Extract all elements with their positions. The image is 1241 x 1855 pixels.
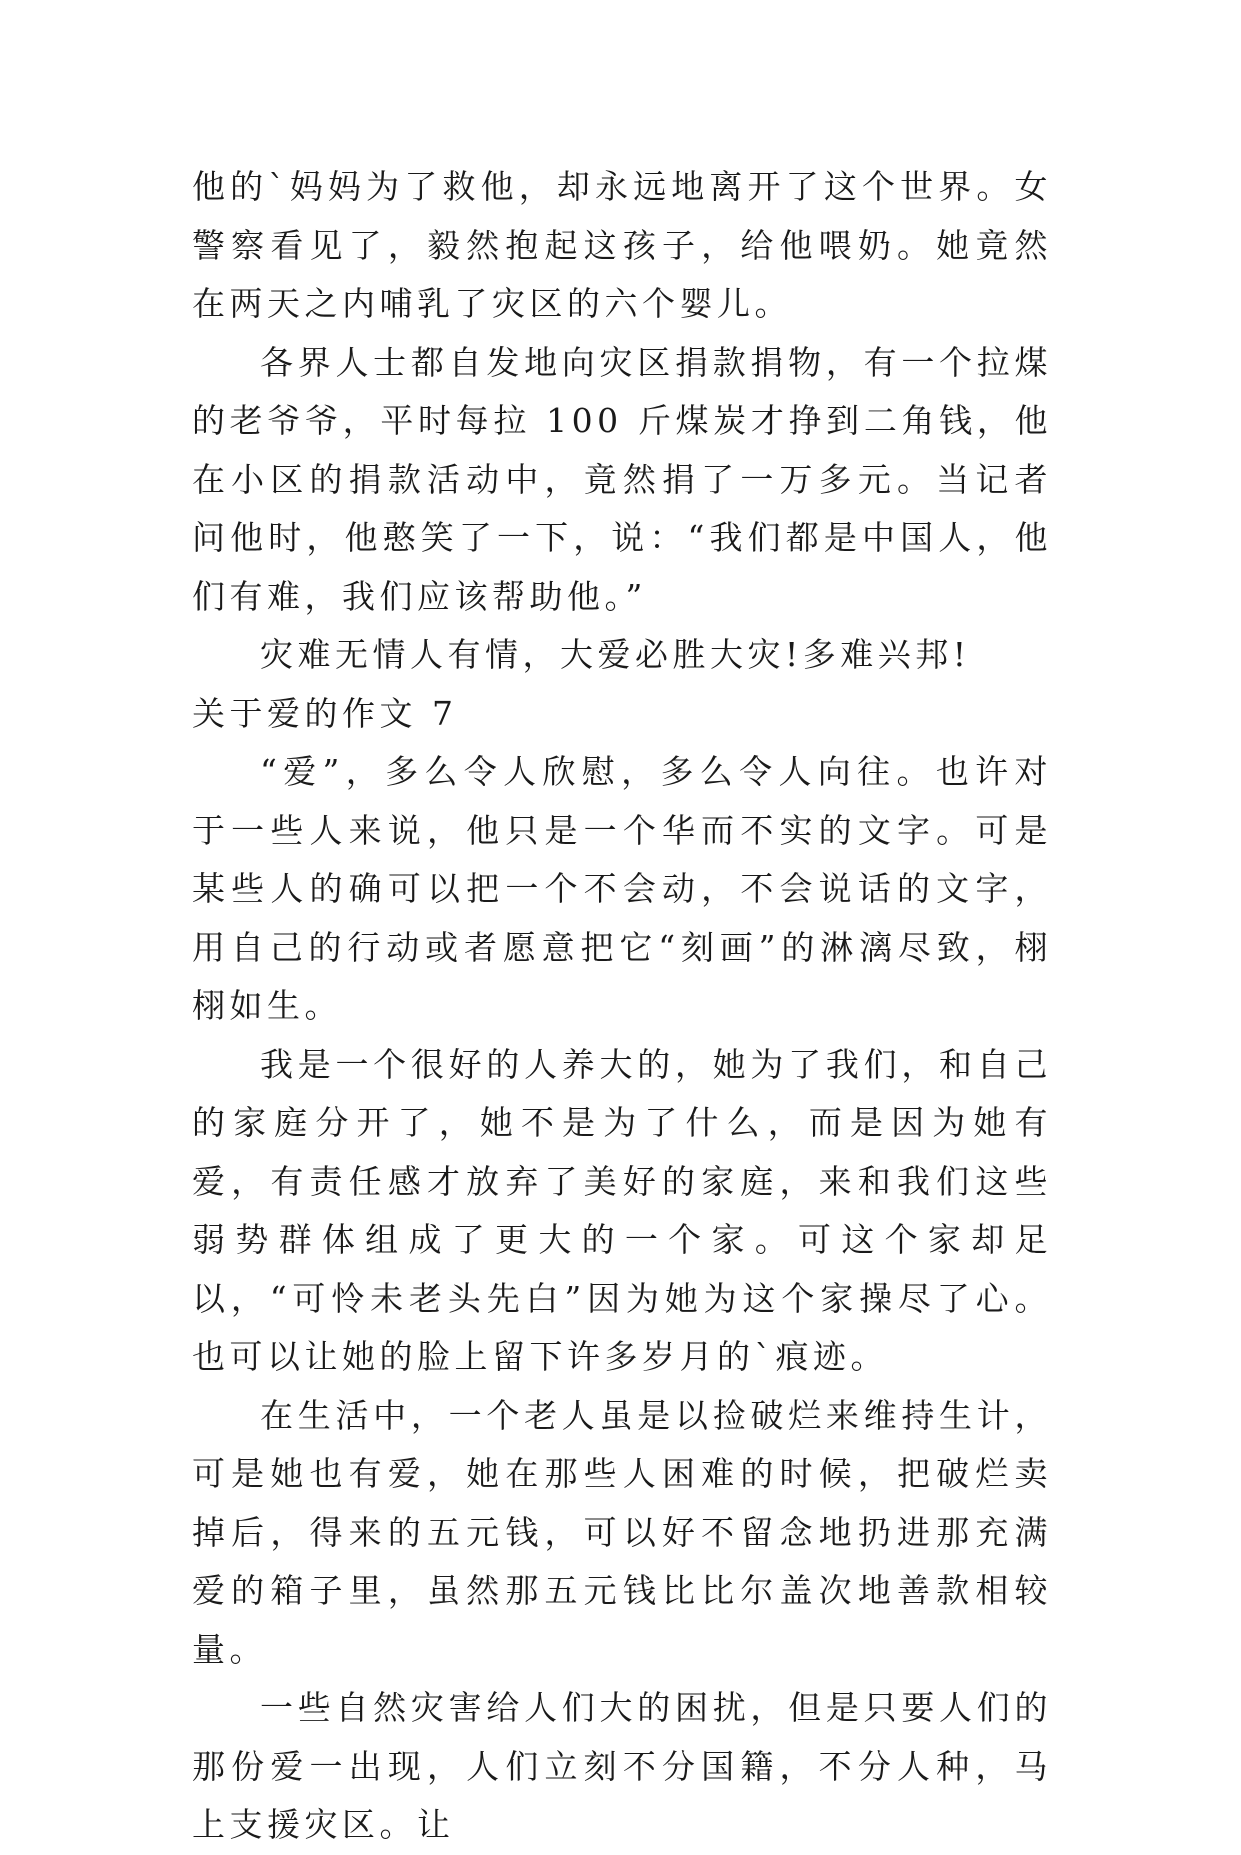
paragraph-slogan: 灾难无情人有情，大爱必胜大灾!多难兴邦! [260, 635, 971, 674]
paragraph-continued: 他的`妈妈为了救他，却永远地离开了这个世界。女警察看见了，毅然抱起这孩子，给他喂奶。她竟然在两天之内哺乳了灾区的六个婴儿。 [192, 167, 1052, 323]
paragraph-caretaker: 我是一个很好的人养大的，她为了我们，和自己的家庭分开了，她不是为了什么，而是因为她有爱，有责任感才放弃了美好的家庭，来和我们这些弱势群体组成了更大的一个家。可这个家却足以，“可怜未老头先白”因为她为这个家操尽了心。也可以让她的脸上留下许多岁月的`痕迹。 [192, 1044, 1052, 1376]
section-title: 关于爱的作文 7 [192, 693, 458, 733]
paragraph-old-person: 在生活中，一个老人虽是以捡破烂来维持生计，可是她也有爱，她在那些人困难的时候，把破烂卖掉后，得来的五元钱，可以好不留念地扔进那充满爱的箱子里，虽然那五元钱比比尔盖次地善款相较量。 [192, 1395, 1052, 1669]
document-body [192, 158, 1052, 1855]
paragraph-disaster: 一些自然灾害给人们大的困扰，但是只要人们的那份爱一出现，人们立刻不分国籍，不分人种，马上支援灾区。让 [192, 1688, 1052, 1844]
paragraph-donation: 各界人士都自发地向灾区捐款捐物，有一个拉煤的老爷爷，平时每拉 100 斤煤炭才挣到二角钱，他在小区的捐款活动中，竟然捐了一万多元。当记者问他时，他憨笑了一下，说：“我们都是中国人，他们有难，我们应该帮助他。” [192, 342, 1052, 616]
paragraph-love-intro: “爱”，多么令人欣慰，多么令人向往。也许对于一些人来说，他只是一个华而不实的文字。可是某些人的确可以把一个不会动，不会说话的文字，用自己的行动或者愿意把它“刻画”的淋漓尽致，栩栩如生。 [192, 752, 1052, 1025]
